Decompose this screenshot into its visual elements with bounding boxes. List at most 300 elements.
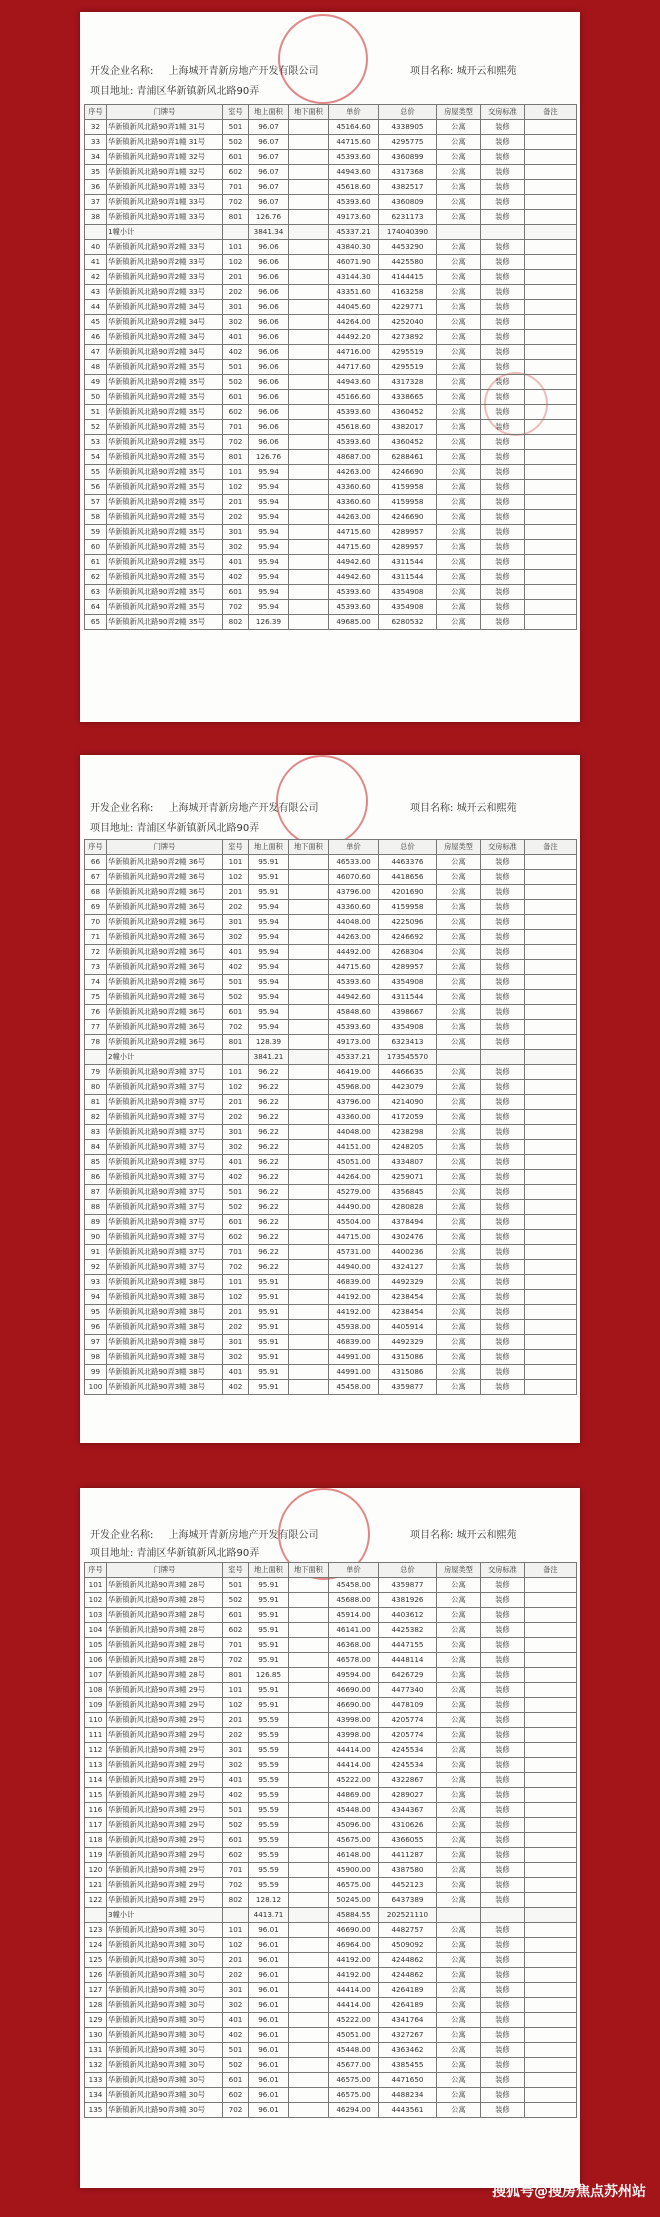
table-cell: 201 [223, 1713, 249, 1728]
table-cell [525, 255, 577, 270]
table-cell: 44991.00 [329, 1365, 379, 1380]
table-cell: 公寓 [437, 1833, 481, 1848]
table-cell: 45393.60 [329, 150, 379, 165]
table-cell [525, 450, 577, 465]
table-cell: 44942.60 [329, 570, 379, 585]
table-cell: 4360899 [379, 150, 437, 165]
table-cell: 公寓 [437, 870, 481, 885]
table-cell [525, 1380, 577, 1395]
table-cell: 华新镇新风北路90弄3幢 29号 [107, 1893, 223, 1908]
table-cell: 44151.00 [329, 1140, 379, 1155]
table-cell: 701 [223, 180, 249, 195]
table-cell: 华新镇新风北路90弄2幢 34号 [107, 330, 223, 345]
table-cell: 华新镇新风北路90弄2幢 36号 [107, 945, 223, 960]
table-cell: 4385455 [379, 2058, 437, 2073]
table-cell: 公寓 [437, 435, 481, 450]
table-cell: 装修 [481, 960, 525, 975]
table-cell: 95.94 [249, 465, 289, 480]
table-cell: 120 [85, 1863, 107, 1878]
table-cell [289, 1743, 329, 1758]
table-cell [525, 1260, 577, 1275]
table-cell: 4324127 [379, 1260, 437, 1275]
table-cell: 59 [85, 525, 107, 540]
table-cell: 50 [85, 390, 107, 405]
table-cell: 4344367 [379, 1803, 437, 1818]
table-cell: 61 [85, 555, 107, 570]
table-row [85, 1698, 577, 1713]
table-row [85, 1998, 577, 2013]
table-cell: 95.59 [249, 1878, 289, 1893]
table-cell: 44943.60 [329, 165, 379, 180]
column-header: 单价 [329, 1563, 379, 1578]
table-cell: 4317328 [379, 375, 437, 390]
table-cell: 104 [85, 1623, 107, 1638]
table-row [85, 255, 577, 270]
table-row [85, 1638, 577, 1653]
table-cell: 华新镇新风北路90弄3幢 37号 [107, 1185, 223, 1200]
table-cell: 95.91 [249, 1698, 289, 1713]
table-cell [437, 1908, 481, 1923]
table-cell [223, 1908, 249, 1923]
table-cell [525, 510, 577, 525]
table-cell [525, 195, 577, 210]
table-cell [525, 270, 577, 285]
table-cell: 公寓 [437, 390, 481, 405]
table-cell: 101 [85, 1578, 107, 1593]
table-cell: 装修 [481, 285, 525, 300]
table-cell [525, 120, 577, 135]
table-cell: 公寓 [437, 1653, 481, 1668]
table-cell: 45222.00 [329, 1773, 379, 1788]
table-cell: 46071.90 [329, 255, 379, 270]
table-cell: 公寓 [437, 135, 481, 150]
table-cell: 46578.00 [329, 1653, 379, 1668]
table-cell: 45458.00 [329, 1380, 379, 1395]
table-cell: 华新镇新风北路90弄3幢 30号 [107, 1923, 223, 1938]
table-cell: 装修 [481, 1065, 525, 1080]
table-cell: 4322867 [379, 1773, 437, 1788]
table-cell: 74 [85, 975, 107, 990]
table-cell [289, 1140, 329, 1155]
table-cell: 装修 [481, 2103, 525, 2118]
table-cell [289, 1833, 329, 1848]
table-cell: 101 [223, 240, 249, 255]
table-cell: 46839.00 [329, 1335, 379, 1350]
table-cell [289, 1713, 329, 1728]
table-cell: 公寓 [437, 2073, 481, 2088]
table-cell: 95.94 [249, 930, 289, 945]
table-cell: 96.22 [249, 1260, 289, 1275]
table-cell [289, 120, 329, 135]
column-header: 室号 [223, 105, 249, 120]
table-row [85, 1365, 577, 1380]
table-cell: 装修 [481, 585, 525, 600]
column-header: 房屋类型 [437, 840, 481, 855]
table-cell: 86 [85, 1170, 107, 1185]
table-cell: 华新镇新风北路90弄3幢 38号 [107, 1365, 223, 1380]
table-cell: 45938.00 [329, 1320, 379, 1335]
table-cell: 装修 [481, 195, 525, 210]
table-row [85, 1758, 577, 1773]
table-cell: 4359877 [379, 1578, 437, 1593]
table-row [85, 1863, 577, 1878]
table-cell [289, 135, 329, 150]
table-cell: 装修 [481, 1893, 525, 1908]
table-cell: 4310626 [379, 1818, 437, 1833]
table-cell: 96.01 [249, 1968, 289, 1983]
table-cell: 公寓 [437, 1020, 481, 1035]
table-cell: 公寓 [437, 210, 481, 225]
table-cell: 66 [85, 855, 107, 870]
table-cell: 华新镇新风北路90弄2幢 36号 [107, 915, 223, 930]
table-cell [525, 1728, 577, 1743]
table-cell: 49173.60 [329, 210, 379, 225]
table-cell: 4354908 [379, 600, 437, 615]
table-cell: 402 [223, 960, 249, 975]
table-cell: 装修 [481, 1968, 525, 1983]
table-cell: 4360452 [379, 405, 437, 420]
table-row [85, 435, 577, 450]
table-cell: 华新镇新风北路90弄3幢 37号 [107, 1140, 223, 1155]
project-name: 城开云和熙苑 [456, 803, 517, 814]
table-cell [525, 2013, 577, 2028]
table-cell [289, 165, 329, 180]
table-cell: 128 [85, 1998, 107, 2013]
table-cell: 96.06 [249, 270, 289, 285]
table-cell: 4163258 [379, 285, 437, 300]
table-cell [289, 960, 329, 975]
table-cell: 102 [223, 1290, 249, 1305]
table-cell: 公寓 [437, 1998, 481, 2013]
table-cell: 44715.00 [329, 1230, 379, 1245]
table-cell: 4482757 [379, 1923, 437, 1938]
table-cell: 公寓 [437, 510, 481, 525]
table-cell: 装修 [481, 1335, 525, 1350]
table-cell: 80 [85, 1080, 107, 1095]
table-cell: 4471650 [379, 2073, 437, 2088]
table-cell [525, 2073, 577, 2088]
table-cell [289, 555, 329, 570]
table-cell: 96.22 [249, 1155, 289, 1170]
table-cell: 602 [223, 405, 249, 420]
table-cell: 华新镇新风北路90弄3幢 30号 [107, 1968, 223, 1983]
table-cell [525, 1878, 577, 1893]
table-cell: 96.01 [249, 1938, 289, 1953]
table-cell: 501 [223, 1185, 249, 1200]
table-cell: 装修 [481, 2043, 525, 2058]
table-cell: 公寓 [437, 180, 481, 195]
table-cell [525, 1110, 577, 1125]
table-cell: 95.94 [249, 945, 289, 960]
table-cell: 69 [85, 900, 107, 915]
table-cell [525, 330, 577, 345]
table-cell: 96.01 [249, 1953, 289, 1968]
column-header: 备注 [525, 1563, 577, 1578]
table-cell: 96.07 [249, 180, 289, 195]
table-cell: 95.91 [249, 1380, 289, 1395]
table-row [85, 1818, 577, 1833]
table-cell: 46575.00 [329, 2073, 379, 2088]
table-body-3 [85, 1563, 577, 2118]
table-cell: 45731.00 [329, 1245, 379, 1260]
table-cell: 52 [85, 420, 107, 435]
table-cell [481, 1908, 525, 1923]
table-cell: 601 [223, 150, 249, 165]
developer-name: 上海城开青新房地产开发有限公司 [168, 1530, 319, 1541]
table-body-1 [85, 105, 577, 630]
table-cell: 46575.00 [329, 1878, 379, 1893]
table-row [85, 1653, 577, 1668]
table-cell: 6280532 [379, 615, 437, 630]
table-cell: 92 [85, 1260, 107, 1275]
table-cell: 公寓 [437, 270, 481, 285]
table-row [85, 1200, 577, 1215]
table-cell: 4214090 [379, 1095, 437, 1110]
document-page-3 [80, 1488, 580, 2188]
table-cell: 4453290 [379, 240, 437, 255]
table-cell [525, 1758, 577, 1773]
table-cell [289, 1983, 329, 1998]
table-cell: 64 [85, 600, 107, 615]
table-cell: 45884.55 [329, 1908, 379, 1923]
table-row [85, 1095, 577, 1110]
table-cell: 华新镇新风北路90弄2幢 36号 [107, 870, 223, 885]
table-cell: 36 [85, 180, 107, 195]
table-cell: 102 [223, 1698, 249, 1713]
table-row [85, 1623, 577, 1638]
table-cell [525, 1848, 577, 1863]
table-cell: 82 [85, 1110, 107, 1125]
table-cell: 118 [85, 1833, 107, 1848]
table-cell: 95.59 [249, 1743, 289, 1758]
table-cell: 301 [223, 525, 249, 540]
column-header: 地下面积 [289, 840, 329, 855]
table-cell: 公寓 [437, 315, 481, 330]
table-cell [289, 1578, 329, 1593]
table-cell: 4246690 [379, 510, 437, 525]
table-cell: 6231173 [379, 210, 437, 225]
table-row [85, 480, 577, 495]
table-cell [525, 390, 577, 405]
table-cell: 公寓 [437, 480, 481, 495]
table-cell: 华新镇新风北路90弄2幢 33号 [107, 240, 223, 255]
table-cell: 401 [223, 330, 249, 345]
table-cell: 4360452 [379, 435, 437, 450]
table-cell [525, 2058, 577, 2073]
table-cell: 45914.00 [329, 1608, 379, 1623]
table-cell: 公寓 [437, 2013, 481, 2028]
table-cell: 公寓 [437, 540, 481, 555]
table-cell: 华新镇新风北路90弄3幢 30号 [107, 2043, 223, 2058]
table-row [85, 1848, 577, 1863]
table-cell [289, 1005, 329, 1020]
table-cell: 702 [223, 1653, 249, 1668]
table-cell: 43351.60 [329, 285, 379, 300]
table-cell: 公寓 [437, 1878, 481, 1893]
table-cell: 公寓 [437, 255, 481, 270]
table-cell: 公寓 [437, 945, 481, 960]
table-cell: 38 [85, 210, 107, 225]
table-cell: 44942.60 [329, 555, 379, 570]
table-cell: 装修 [481, 1125, 525, 1140]
table-cell: 华新镇新风北路90弄3幢 30号 [107, 1983, 223, 1998]
table-cell: 装修 [481, 1155, 525, 1170]
table-cell: 45393.60 [329, 435, 379, 450]
table-row [85, 585, 577, 600]
table-cell: 4338665 [379, 390, 437, 405]
table-cell [525, 240, 577, 255]
table-cell: 95.91 [249, 1653, 289, 1668]
column-header: 总价 [379, 840, 437, 855]
table-cell: 702 [223, 195, 249, 210]
table-cell [289, 375, 329, 390]
table-cell: 44942.60 [329, 990, 379, 1005]
table-cell: 华新镇新风北路90弄2幢 36号 [107, 930, 223, 945]
table-cell: 装修 [481, 990, 525, 1005]
table-cell [525, 465, 577, 480]
table-row [85, 1320, 577, 1335]
table-cell: 华新镇新风北路90弄2幢 33号 [107, 285, 223, 300]
project-label: 项目名称: [410, 1530, 454, 1541]
table-cell: 45164.60 [329, 120, 379, 135]
table-cell: 44991.00 [329, 1350, 379, 1365]
table-cell: 4463376 [379, 855, 437, 870]
table-cell: 95.94 [249, 1020, 289, 1035]
table-cell [289, 2073, 329, 2088]
table-cell: 102 [85, 1593, 107, 1608]
table-cell: 46964.00 [329, 1938, 379, 1953]
table-cell: 公寓 [437, 1788, 481, 1803]
table-cell [525, 1638, 577, 1653]
table-row [85, 615, 577, 630]
table-cell: 43 [85, 285, 107, 300]
table-cell: 公寓 [437, 600, 481, 615]
table-cell [525, 1863, 577, 1878]
table-cell: 装修 [481, 180, 525, 195]
table-cell [525, 1305, 577, 1320]
table-cell: 装修 [481, 450, 525, 465]
table-cell: 95.94 [249, 990, 289, 1005]
table-row [85, 300, 577, 315]
table-cell: 96.01 [249, 2073, 289, 2088]
table-cell [525, 1923, 577, 1938]
table-row [85, 1020, 577, 1035]
column-header: 序号 [85, 105, 107, 120]
table-cell: 101 [223, 1923, 249, 1938]
table-cell: 华新镇新风北路90弄3幢 29号 [107, 1803, 223, 1818]
table-cell: 46839.00 [329, 1275, 379, 1290]
table-cell: 装修 [481, 900, 525, 915]
table-cell: 4338905 [379, 120, 437, 135]
table-cell [289, 1803, 329, 1818]
table-cell: 112 [85, 1743, 107, 1758]
table-cell: 51 [85, 405, 107, 420]
table-cell [525, 1215, 577, 1230]
table-cell: 4366055 [379, 1833, 437, 1848]
table-cell: 44490.00 [329, 1200, 379, 1215]
table-cell: 装修 [481, 1608, 525, 1623]
table-cell [525, 480, 577, 495]
price-table [84, 104, 577, 630]
table-cell: 装修 [481, 1275, 525, 1290]
table-row [85, 1893, 577, 1908]
table-cell [289, 195, 329, 210]
table-cell: 105 [85, 1638, 107, 1653]
table-cell: 55 [85, 465, 107, 480]
table-cell: 公寓 [437, 1110, 481, 1125]
column-header: 地下面积 [289, 105, 329, 120]
table-cell: 公寓 [437, 1578, 481, 1593]
table-cell: 44414.00 [329, 1743, 379, 1758]
table-cell [289, 405, 329, 420]
table-cell: 96.06 [249, 315, 289, 330]
subtotal-row [85, 1050, 577, 1065]
table-cell: 174040390 [379, 225, 437, 240]
table-cell: 4205774 [379, 1728, 437, 1743]
table-cell: 47 [85, 345, 107, 360]
table-cell: 公寓 [437, 1593, 481, 1608]
table-cell: 95.94 [249, 570, 289, 585]
table-cell: 96.06 [249, 330, 289, 345]
table-cell: 102 [223, 1938, 249, 1953]
table-cell: 装修 [481, 1803, 525, 1818]
table-cell: 公寓 [437, 1728, 481, 1743]
table-cell: 60 [85, 540, 107, 555]
table-cell: 装修 [481, 1110, 525, 1125]
table-cell: 公寓 [437, 450, 481, 465]
table-cell: 96.22 [249, 1185, 289, 1200]
table-cell: 华新镇新风北路90弄3幢 28号 [107, 1638, 223, 1653]
table-cell: 96 [85, 1320, 107, 1335]
table-cell: 702 [223, 1260, 249, 1275]
table-cell [289, 570, 329, 585]
table-cell [289, 1728, 329, 1743]
table-cell: 4252040 [379, 315, 437, 330]
table-cell: 201 [223, 1305, 249, 1320]
table-cell: 4273892 [379, 330, 437, 345]
table-cell: 45618.60 [329, 420, 379, 435]
table-cell: 华新镇新风北路90弄3幢 28号 [107, 1593, 223, 1608]
table-cell: 4477340 [379, 1683, 437, 1698]
table-cell: 4245534 [379, 1743, 437, 1758]
table-cell: 公寓 [437, 525, 481, 540]
table-cell: 301 [223, 1125, 249, 1140]
table-cell: 45848.60 [329, 1005, 379, 1020]
table-cell [289, 1170, 329, 1185]
table-cell [289, 975, 329, 990]
table-cell: 装修 [481, 135, 525, 150]
table-cell: 4302476 [379, 1230, 437, 1245]
table-cell: 华新镇新风北路90弄2幢 34号 [107, 315, 223, 330]
table-cell: 4466635 [379, 1065, 437, 1080]
table-cell: 6288461 [379, 450, 437, 465]
table-row [85, 1080, 577, 1095]
table-cell: 96.22 [249, 1080, 289, 1095]
table-row [85, 540, 577, 555]
table-cell: 123 [85, 1923, 107, 1938]
table-cell [289, 885, 329, 900]
table-cell: 4225096 [379, 915, 437, 930]
table-cell: 华新镇新风北路90弄2幢 36号 [107, 1005, 223, 1020]
table-cell: 44263.00 [329, 930, 379, 945]
table-cell: 装修 [481, 330, 525, 345]
table-cell: 34 [85, 150, 107, 165]
table-cell [289, 1245, 329, 1260]
table-cell: 装修 [481, 570, 525, 585]
table-cell: 602 [223, 165, 249, 180]
table-cell [525, 1623, 577, 1638]
table-cell [525, 1983, 577, 1998]
